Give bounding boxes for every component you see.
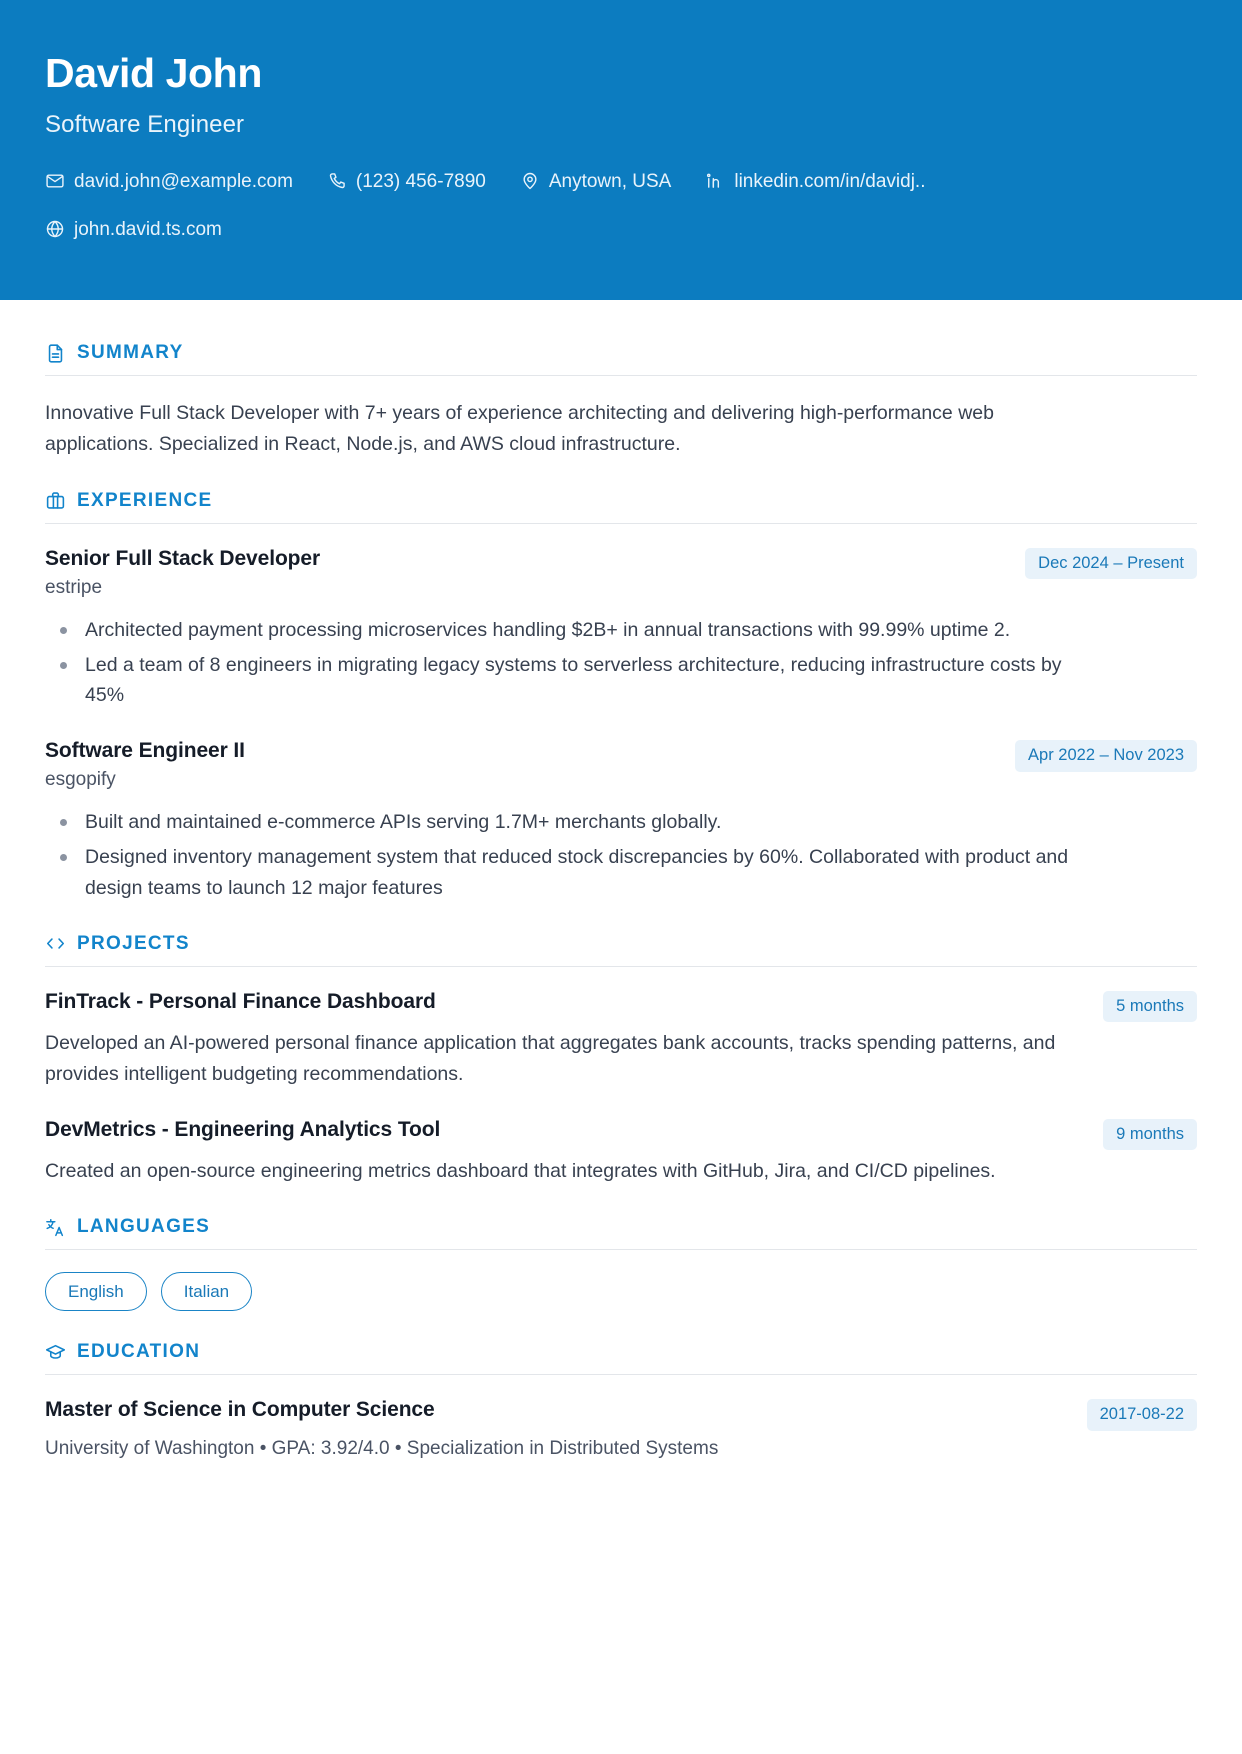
language-chip: Italian (161, 1272, 252, 1311)
section-experience-title: EXPERIENCE (77, 489, 213, 511)
education-date-badge: 2017-08-22 (1087, 1399, 1197, 1431)
section-summary (45, 342, 1197, 460)
experience-entry (45, 738, 1197, 903)
project-description: Developed an AI-powered personal finance application that aggregates bank accounts, tracks spending patterns, and provides intelligent budgeting recommendations. (45, 1032, 1056, 1085)
experience-dates-badge: Apr 2022 – Nov 2023 (1015, 740, 1197, 772)
candidate-job-title: Software Engineer (45, 111, 245, 139)
code-brackets-icon (45, 933, 66, 954)
project-entry (45, 989, 1197, 1089)
project-duration-badge: 5 months (1103, 991, 1197, 1023)
section-summary-header (45, 342, 1197, 376)
contact-linkedin[interactable] (705, 171, 925, 191)
experience-role: Senior Full Stack Developer (45, 546, 321, 570)
contact-phone[interactable] (327, 171, 486, 191)
section-languages-header (45, 1216, 1197, 1250)
contact-location (520, 171, 672, 191)
experience-bullet: Built and maintained e-commerce APIs serving 1.7M+ merchants globally. (45, 807, 1105, 837)
contact-location-text: Anytown, USA (548, 170, 672, 192)
briefcase-icon (45, 490, 66, 511)
contact-website[interactable] (45, 219, 222, 239)
experience-bullets (45, 615, 1197, 711)
experience-bullet: Architected payment processing microservices handling $2B+ in annual transactions with 99.99% uptime 2. (45, 615, 1105, 645)
project-description: Created an open-source engineering metrics dashboard that integrates with GitHub, Jira, and CI/CD pipelines. (45, 1160, 996, 1183)
contact-phone-text: (123) 456-7890 (355, 170, 486, 192)
project-name: FinTrack - Personal Finance Dashboard (45, 989, 436, 1013)
section-summary-title: SUMMARY (77, 342, 184, 363)
section-projects-header (45, 933, 1197, 967)
experience-entry-header (45, 738, 1197, 793)
project-entry-header (45, 989, 1197, 1023)
section-projects (45, 933, 1197, 1187)
contact-email-text: david.john@example.com (74, 170, 293, 192)
summary-text: Innovative Full Stack Developer with 7+ years of experience architecting and delivering high-performance web applications. Specialized in React, Node.js, and AWS cloud infrastructure. (45, 402, 994, 455)
section-education (45, 1341, 1197, 1461)
language-chip-list (45, 1272, 1197, 1311)
resume-header (0, 0, 1242, 300)
location-pin-icon (520, 171, 540, 191)
resume-body (0, 300, 1242, 1502)
experience-role: Software Engineer II (45, 739, 245, 763)
experience-company: esgopify (45, 769, 116, 791)
contact-list (45, 171, 1005, 239)
project-name: DevMetrics - Engineering Analytics Tool (45, 1117, 441, 1141)
language-chip: English (45, 1272, 147, 1311)
education-meta: University of Washington • GPA: 3.92/4.0 • Specialization in Distributed Systems (45, 1437, 719, 1459)
translate-icon (45, 1217, 66, 1238)
globe-icon (45, 219, 65, 239)
candidate-name: David John (45, 50, 262, 96)
education-degree: Master of Science in Computer Science (45, 1398, 435, 1422)
experience-bullets (45, 807, 1197, 903)
graduation-cap-icon (45, 1342, 66, 1363)
experience-company: estripe (45, 576, 103, 598)
project-duration-badge: 9 months (1103, 1119, 1197, 1151)
section-experience-header (45, 490, 1197, 524)
document-icon (45, 343, 66, 364)
section-experience (45, 490, 1197, 903)
section-education-header (45, 1341, 1197, 1375)
section-languages-title: LANGUAGES (77, 1216, 211, 1238)
education-entry-header (45, 1397, 1197, 1431)
linkedin-icon (705, 171, 725, 191)
experience-entry (45, 546, 1197, 711)
education-entry (45, 1397, 1197, 1461)
contact-email[interactable] (45, 171, 293, 191)
experience-entry-header (45, 546, 1197, 601)
contact-website-text: john.david.ts.com (74, 218, 222, 240)
section-languages (45, 1216, 1197, 1311)
experience-bullet: Designed inventory management system that reduced stock discrepancies by 60%. Collaborated with product and design teams to launch 12 major features (45, 842, 1105, 902)
phone-icon (327, 171, 347, 191)
section-projects-title: PROJECTS (77, 932, 190, 954)
project-entry (45, 1117, 1197, 1187)
project-entry-header (45, 1117, 1197, 1151)
contact-linkedin-text: linkedin.com/in/davidj.. (734, 170, 926, 192)
experience-bullet: Led a team of 8 engineers in migrating legacy systems to serverless architecture, reducing infrastructure costs by 45% (45, 650, 1105, 710)
section-education-title: EDUCATION (77, 1341, 201, 1363)
experience-dates-badge: Dec 2024 – Present (1025, 548, 1197, 580)
email-icon (45, 171, 65, 191)
